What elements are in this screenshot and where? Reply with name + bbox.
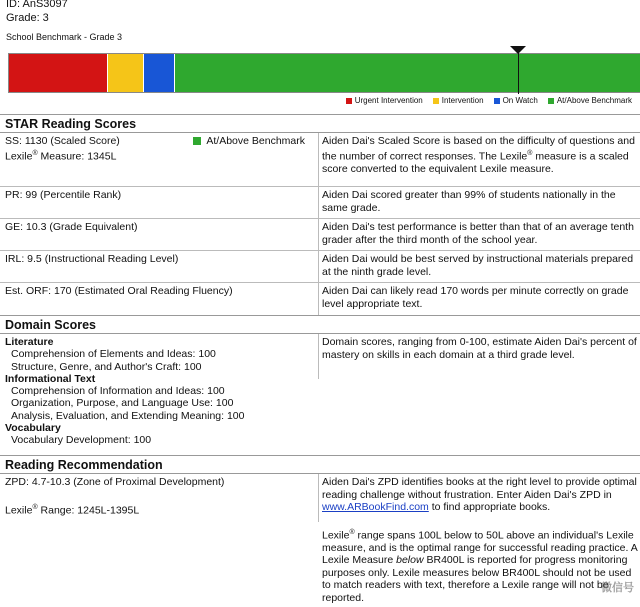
reading-recommendation-heading: Reading Recommendation xyxy=(0,455,640,474)
domain-group-title: Literature xyxy=(5,336,54,348)
recommendation-row xyxy=(0,474,640,607)
domain-group-title: Vocabulary xyxy=(5,422,61,435)
oral-reading-fluency: Est. ORF: 170 (Estimated Oral Reading Fluency) xyxy=(5,285,233,297)
grade-label: Grade: 3 xyxy=(6,12,49,24)
percentile-rank: PR: 99 (Percentile Rank) xyxy=(5,189,122,201)
instructional-reading-level: IRL: 9.5 (Instructional Reading Level) xyxy=(5,253,179,265)
scaled-score-row xyxy=(0,133,640,187)
arbookfind-link[interactable]: www.ARBookFind.com xyxy=(322,501,429,513)
grade-equivalent-row xyxy=(0,219,640,251)
legend-label: Urgent Intervention xyxy=(354,96,423,105)
domain-score-item: Organization, Purpose, and Language Use: 100 xyxy=(11,397,234,410)
legend-item xyxy=(494,96,538,105)
legend-swatch-icon xyxy=(548,98,554,104)
instructional-level-row xyxy=(0,251,640,283)
legend-swatch-icon xyxy=(346,98,352,104)
lexile-range-description: Lexile® range spans 100L below to 50L above an individual's Lexile measure, and is the optimal range for successful reading practice. A Lexile Measure below BR400L is reported for progress monitoring purposes only. Lexile measures below BR400L should not be used to match readers with text, therefore a Lexile range will not be reported. xyxy=(322,528,638,604)
legend-label: Intervention xyxy=(441,96,484,105)
grade-equivalent: GE: 10.3 (Grade Equivalent) xyxy=(5,221,138,233)
student-id: ID: AnS3097 xyxy=(6,0,68,10)
domain-group-title: Informational Text xyxy=(5,372,96,385)
watermark: 微信号 xyxy=(601,582,634,594)
benchmark-segment-on-watch xyxy=(143,54,173,92)
grade-equivalent-description: Aiden Dai's test performance is better than that of an average tenth grader after the third month of the school year. xyxy=(322,221,634,246)
zpd-range: ZPD: 4.7-10.3 (Zone of Proximal Development) xyxy=(5,476,225,488)
domain-score-item: Analysis, Evaluation, and Extending Meaning: 100 xyxy=(11,409,245,422)
star-scores-heading: STAR Reading Scores xyxy=(0,114,640,133)
benchmark-legend xyxy=(346,96,632,105)
domain-scores-row xyxy=(0,334,640,455)
status-square-icon xyxy=(193,137,201,145)
domain-score-item: Comprehension of Elements and Ideas: 100 xyxy=(11,348,216,361)
zpd-description: Aiden Dai's ZPD identifies books at the right level to provide optimal reading challenge without frustration. Enter Aiden Dai's ZPD in www.ARBookFind.com to find appropriate books. xyxy=(322,476,637,513)
benchmark-status-badge: At/Above Benchmark xyxy=(193,135,305,148)
domain-scores-heading: Domain Scores xyxy=(0,315,640,334)
legend-item xyxy=(346,96,423,105)
lexile-range: Lexile® Range: 1245L-1395L xyxy=(5,503,140,516)
legend-swatch-icon xyxy=(433,98,439,104)
legend-label: On Watch xyxy=(502,96,538,105)
legend-label: At/Above Benchmark xyxy=(556,96,632,105)
lexile-measure: Lexile® Measure: 1345L xyxy=(5,149,117,162)
instructional-level-description: Aiden Dai would be best served by instructional materials prepared at the ninth grade level. xyxy=(322,253,634,278)
oral-fluency-description: Aiden Dai can likely read 170 words per minute correctly on grade level appropriate text. xyxy=(322,285,629,310)
domain-description: Domain scores, ranging from 0-100, estimate Aiden Dai's percent of mastery on skills in each domain at a third grade level. xyxy=(322,336,637,361)
benchmark-segment-at-above-benchmark xyxy=(174,54,640,92)
percentile-row xyxy=(0,187,640,219)
benchmark-segment-urgent-intervention xyxy=(9,54,107,92)
domain-score-item: Vocabulary Development: 100 xyxy=(11,434,152,447)
domain-score-item: Structure, Genre, and Author's Craft: 100 xyxy=(11,360,202,373)
benchmark-segment-intervention xyxy=(107,54,144,92)
legend-item xyxy=(433,96,484,105)
legend-swatch-icon xyxy=(494,98,500,104)
domain-score-item: Comprehension of Information and Ideas: 100 xyxy=(11,385,225,398)
legend-item xyxy=(548,96,632,105)
score-marker-line xyxy=(518,48,519,94)
scaled-score: SS: 1130 (Scaled Score) xyxy=(5,135,120,147)
oral-fluency-row xyxy=(0,283,640,315)
benchmark-title: School Benchmark - Grade 3 xyxy=(6,32,123,42)
scaled-score-description: Aiden Dai's Scaled Score is based on the difficulty of questions and the number of correct responses. The Lexile® measure is a scaled score converted to the equivalent Lexile measure. xyxy=(322,135,635,175)
percentile-description: Aiden Dai scored greater than 99% of students nationally in the same grade. xyxy=(322,189,616,214)
benchmark-bar xyxy=(8,53,640,93)
domain-list xyxy=(5,336,315,447)
